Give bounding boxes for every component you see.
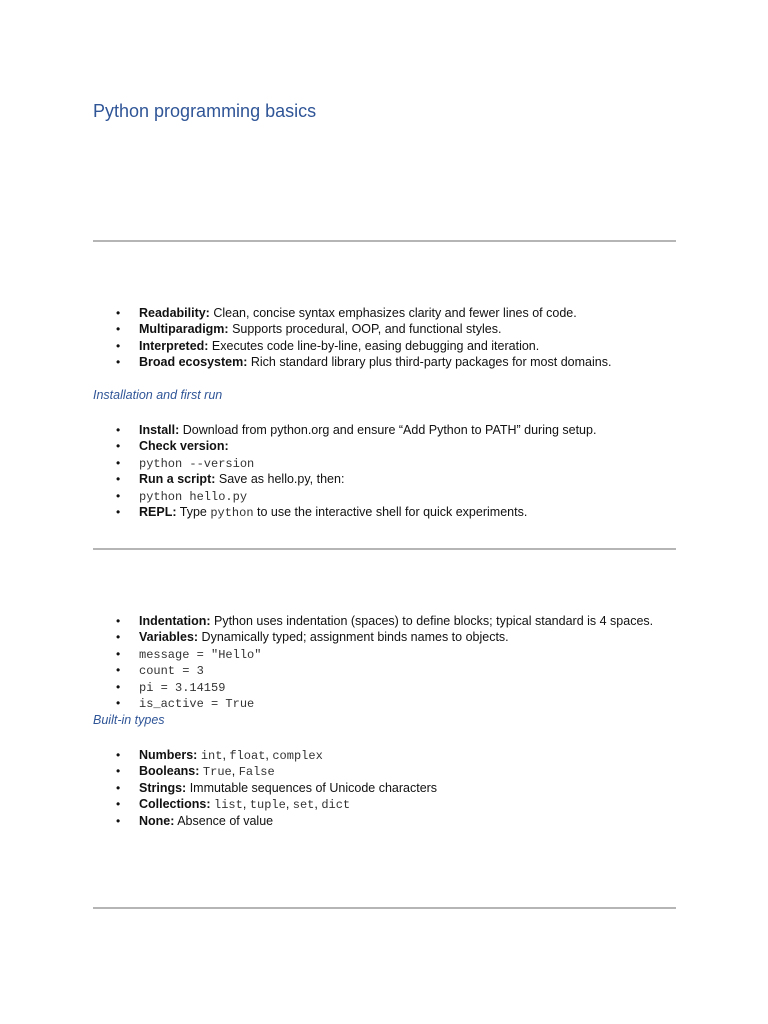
bullet-icon: • xyxy=(116,455,121,470)
bullet-icon: • xyxy=(116,504,121,519)
list-item: • Check version: xyxy=(116,439,229,454)
list-item: • Indentation: Python uses indentation (spaces) to define blocks; typical standard is 4 spaces. xyxy=(116,614,654,628)
list-item: • REPL: Type python to use the interactive shell for quick experiments. xyxy=(116,504,528,520)
bullet-icon: • xyxy=(116,439,121,454)
list-item: • Run a script: Save as hello.py, then: xyxy=(116,472,345,487)
bullet-icon: • xyxy=(116,695,121,710)
installation-list xyxy=(0,422,596,520)
list-item: • python --version xyxy=(116,455,255,471)
list-item: • count = 3 xyxy=(116,663,204,679)
list-item: • Readability: Clean, concise syntax emphasizes clarity and fewer lines of code. xyxy=(116,306,577,320)
list-item: • is_active = True xyxy=(116,695,255,711)
list-item: • pi = 3.14159 xyxy=(116,679,226,695)
bullet-icon: • xyxy=(116,614,121,628)
horizontal-rule xyxy=(93,548,676,550)
bullet-icon: • xyxy=(116,488,121,503)
bullet-icon: • xyxy=(116,338,121,353)
bullet-icon: • xyxy=(116,322,121,337)
builtin-types-heading: Built-in types xyxy=(93,713,165,727)
features-list xyxy=(0,305,611,371)
horizontal-rule xyxy=(93,907,676,909)
bullet-icon: • xyxy=(116,764,121,779)
bullet-icon: • xyxy=(116,306,121,320)
list-item: • Variables: Dynamically typed; assignment binds names to objects. xyxy=(116,630,509,645)
syntax-list xyxy=(0,613,653,711)
bullet-icon: • xyxy=(116,748,121,762)
bullet-icon: • xyxy=(116,355,121,370)
types-list xyxy=(0,747,437,829)
list-item: • Booleans: True, False xyxy=(116,764,275,780)
bullet-icon: • xyxy=(116,472,121,487)
bullet-icon: • xyxy=(116,679,121,694)
bullet-icon: • xyxy=(116,630,121,645)
bullet-icon: • xyxy=(116,423,121,437)
list-item: • Collections: list, tuple, set, dict xyxy=(116,797,351,813)
installation-heading: Installation and first run xyxy=(93,388,223,402)
bullet-icon: • xyxy=(116,646,121,661)
list-item: • Interpreted: Executes code line-by-line, easing debugging and iteration. xyxy=(116,338,540,353)
list-item: • Install: Download from python.org and ensure “Add Python to PATH” during setup. xyxy=(116,423,597,437)
bullet-icon: • xyxy=(116,797,121,812)
list-item: • Strings: Immutable sequences of Unicode characters xyxy=(116,780,438,795)
page-title: Python programming basics xyxy=(93,101,317,121)
bullet-icon: • xyxy=(116,663,121,678)
bullet-icon: • xyxy=(116,780,121,795)
bullet-icon: • xyxy=(116,813,121,828)
list-item: • python hello.py xyxy=(116,488,248,504)
list-item: • None: Absence of value xyxy=(116,813,274,828)
list-item: • message = "Hello" xyxy=(116,646,262,662)
horizontal-rule xyxy=(93,240,676,242)
list-item: • Numbers: int, float, complex xyxy=(116,748,323,763)
list-item: • Broad ecosystem: Rich standard library plus third-party packages for most domains. xyxy=(116,355,612,370)
list-item: • Multiparadigm: Supports procedural, OOP, and functional styles. xyxy=(116,322,502,337)
